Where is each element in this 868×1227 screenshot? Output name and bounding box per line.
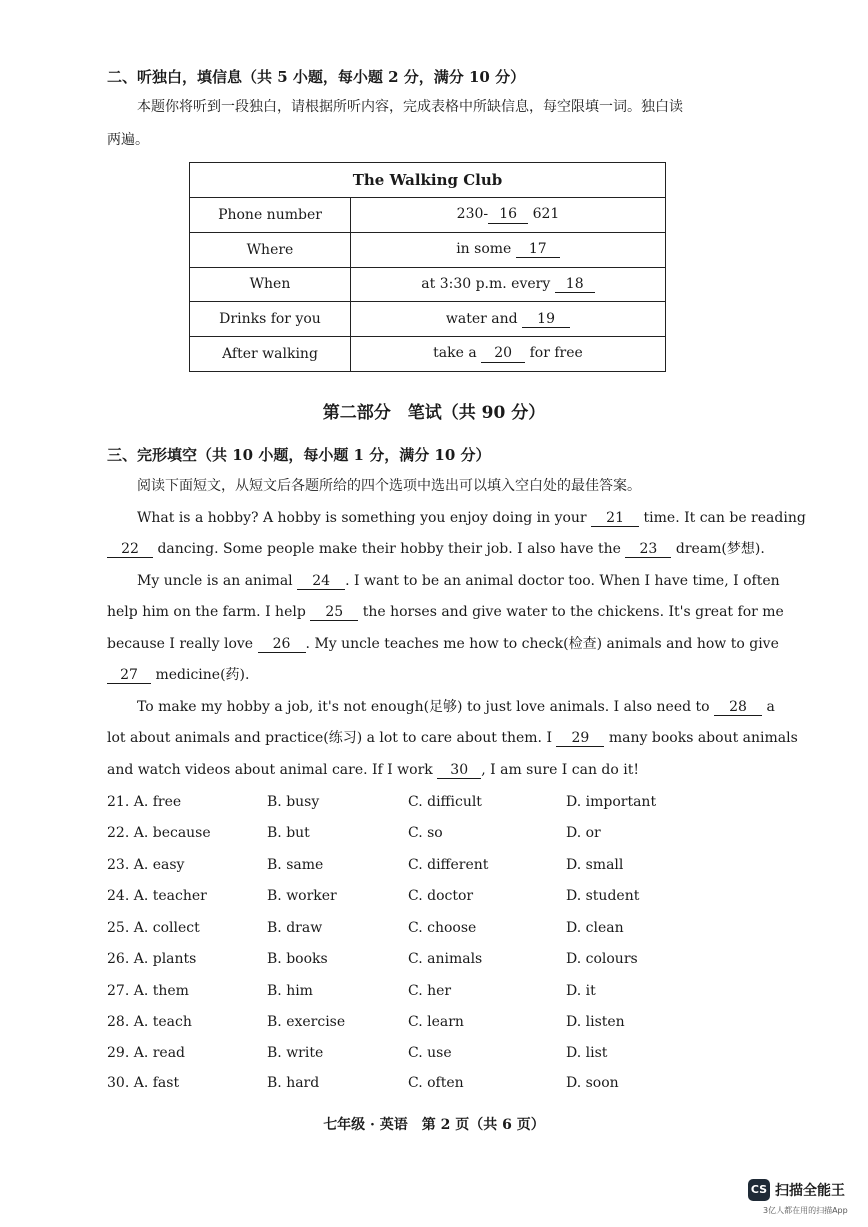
passage-text: because I really love bbox=[107, 636, 254, 652]
passage-text: My uncle is an animal bbox=[137, 573, 293, 589]
passage-line bbox=[107, 605, 784, 621]
passage-line bbox=[137, 574, 780, 590]
option-a: 30. A. fast bbox=[107, 1075, 180, 1091]
section3-instruction: 阅读下面短文，从短文后各题所给的四个选项中选出可以填入空白处的最佳答案。 bbox=[137, 478, 641, 494]
blank-28: 28 bbox=[714, 700, 762, 716]
passage-text: help him on the farm. I help bbox=[107, 604, 306, 620]
row-label: After walking bbox=[190, 337, 351, 372]
passage-line bbox=[107, 637, 779, 653]
section2-title: 二、听独白，填信息（共 5 小题，每小题 2 分，满分 10 分） bbox=[107, 68, 526, 86]
option-a: 21. A. free bbox=[107, 794, 182, 810]
row-value bbox=[351, 337, 666, 372]
blank-22: 22 bbox=[107, 542, 153, 558]
passage-text: medicine(药). bbox=[155, 667, 250, 683]
value-prefix: at 3:30 p.m. every bbox=[421, 275, 551, 292]
option-b: B. busy bbox=[267, 794, 320, 810]
option-d: D. list bbox=[566, 1045, 608, 1061]
option-a: 22. A. because bbox=[107, 825, 211, 841]
watermark-name: 扫描全能王 bbox=[775, 1183, 845, 1199]
option-c: C. use bbox=[408, 1045, 452, 1061]
value-prefix: in some bbox=[456, 241, 512, 257]
option-b: B. hard bbox=[267, 1075, 320, 1091]
camscanner-logo-icon: CS bbox=[748, 1179, 770, 1201]
passage-line bbox=[137, 700, 775, 716]
blank-24: 24 bbox=[297, 574, 345, 590]
passage-text: , I am sure I can do it! bbox=[481, 762, 640, 778]
option-c: C. so bbox=[408, 825, 443, 841]
table-row bbox=[190, 232, 666, 267]
blank-27: 27 bbox=[107, 668, 151, 684]
passage-text: dancing. Some people make their hobby their job. I also have the bbox=[157, 541, 621, 557]
row-label: Phone number bbox=[190, 198, 351, 233]
option-c: C. often bbox=[408, 1075, 464, 1091]
option-a: 29. A. read bbox=[107, 1045, 186, 1061]
blank-25: 25 bbox=[310, 605, 358, 621]
blank-23: 23 bbox=[625, 542, 671, 558]
option-d: D. listen bbox=[566, 1014, 625, 1030]
option-a: 26. A. plants bbox=[107, 951, 197, 967]
passage-text: the horses and give water to the chickens. It's great for me bbox=[362, 604, 784, 620]
passage-line bbox=[107, 731, 798, 747]
value-suffix: 621 bbox=[532, 206, 560, 223]
row-value bbox=[351, 232, 666, 267]
option-b: B. but bbox=[267, 825, 310, 841]
option-c: C. difficult bbox=[408, 794, 482, 810]
value-prefix: water and bbox=[445, 310, 518, 327]
value-suffix: for free bbox=[529, 345, 583, 362]
blank-19: 19 bbox=[522, 312, 570, 328]
option-c: C. learn bbox=[408, 1014, 464, 1030]
option-c: C. doctor bbox=[408, 888, 474, 904]
passage-line bbox=[107, 668, 249, 684]
section2-instruction-line1: 本题你将听到一段独白，请根据所听内容，完成表格中所缺信息，每空限填一词。独白读 bbox=[137, 99, 683, 115]
passage-text: lot about animals and practice(练习) a lot to care about them. I bbox=[107, 730, 552, 746]
option-d: D. or bbox=[566, 825, 601, 841]
table-title: The Walking Club bbox=[190, 163, 666, 198]
passage-text: . My uncle teaches me how to check(检查) animals and how to give bbox=[305, 636, 779, 652]
blank-17: 17 bbox=[516, 242, 560, 258]
option-d: D. small bbox=[566, 857, 624, 873]
walking-club-table bbox=[189, 162, 666, 372]
option-d: D. student bbox=[566, 888, 640, 904]
row-value bbox=[351, 267, 666, 302]
passage-text: . I want to be an animal doctor too. When I have time, I often bbox=[345, 573, 780, 589]
passage-line bbox=[107, 542, 765, 558]
option-d: D. important bbox=[566, 794, 657, 810]
table-row bbox=[190, 302, 666, 337]
option-b: B. him bbox=[267, 983, 313, 999]
option-a: 23. A. easy bbox=[107, 857, 185, 873]
blank-29: 29 bbox=[556, 731, 604, 747]
blank-26: 26 bbox=[258, 637, 306, 653]
page-footer: 七年级 · 英语 第 2 页（共 6 页） bbox=[323, 1117, 545, 1133]
option-b: B. books bbox=[267, 951, 328, 967]
blank-18: 18 bbox=[555, 277, 595, 293]
table-row bbox=[190, 198, 666, 233]
option-c: C. different bbox=[408, 857, 489, 873]
row-label: Where bbox=[190, 232, 351, 267]
table-row bbox=[190, 337, 666, 372]
option-c: C. choose bbox=[408, 920, 477, 936]
part2-title: 第二部分 笔试（共 90 分） bbox=[322, 403, 546, 423]
option-c: C. animals bbox=[408, 951, 483, 967]
section2-instruction-line2: 两遍。 bbox=[107, 132, 149, 148]
passage-text: To make my hobby a job, it's not enough(足够) to just love animals. I also need to bbox=[137, 699, 710, 715]
option-a: 27. A. them bbox=[107, 983, 189, 999]
option-b: B. worker bbox=[267, 888, 337, 904]
option-b: B. exercise bbox=[267, 1014, 346, 1030]
passage-text: and watch videos about animal care. If I work bbox=[107, 762, 433, 778]
passage-text: many books about animals bbox=[608, 730, 798, 746]
passage-text: time. It can be reading bbox=[643, 510, 806, 526]
passage-text: a bbox=[766, 699, 775, 715]
section3-title: 三、完形填空（共 10 小题，每小题 1 分，满分 10 分） bbox=[107, 446, 491, 464]
row-value bbox=[351, 302, 666, 337]
option-b: B. same bbox=[267, 857, 324, 873]
option-b: B. draw bbox=[267, 920, 323, 936]
table-row bbox=[190, 267, 666, 302]
blank-20: 20 bbox=[481, 346, 525, 362]
option-a: 28. A. teach bbox=[107, 1014, 192, 1030]
option-a: 25. A. collect bbox=[107, 920, 200, 936]
option-d: D. it bbox=[566, 983, 596, 999]
row-label: Drinks for you bbox=[190, 302, 351, 337]
option-d: D. clean bbox=[566, 920, 624, 936]
row-value bbox=[351, 198, 666, 233]
value-prefix: 230- bbox=[456, 206, 489, 223]
watermark-subtitle: 3亿人都在用的扫描App bbox=[763, 1206, 848, 1215]
row-label: When bbox=[190, 267, 351, 302]
passage-line bbox=[137, 511, 806, 527]
passage-line bbox=[107, 763, 639, 779]
option-a: 24. A. teacher bbox=[107, 888, 207, 904]
passage-text: dream(梦想). bbox=[675, 541, 765, 557]
option-d: D. colours bbox=[566, 951, 638, 967]
blank-30: 30 bbox=[437, 763, 481, 779]
option-c: C. her bbox=[408, 983, 452, 999]
value-prefix: take a bbox=[433, 345, 477, 362]
blank-16: 16 bbox=[488, 207, 528, 223]
option-b: B. write bbox=[267, 1045, 324, 1061]
passage-text: What is a hobby? A hobby is something you enjoy doing in your bbox=[137, 510, 587, 526]
option-d: D. soon bbox=[566, 1075, 619, 1091]
blank-21: 21 bbox=[591, 511, 639, 527]
